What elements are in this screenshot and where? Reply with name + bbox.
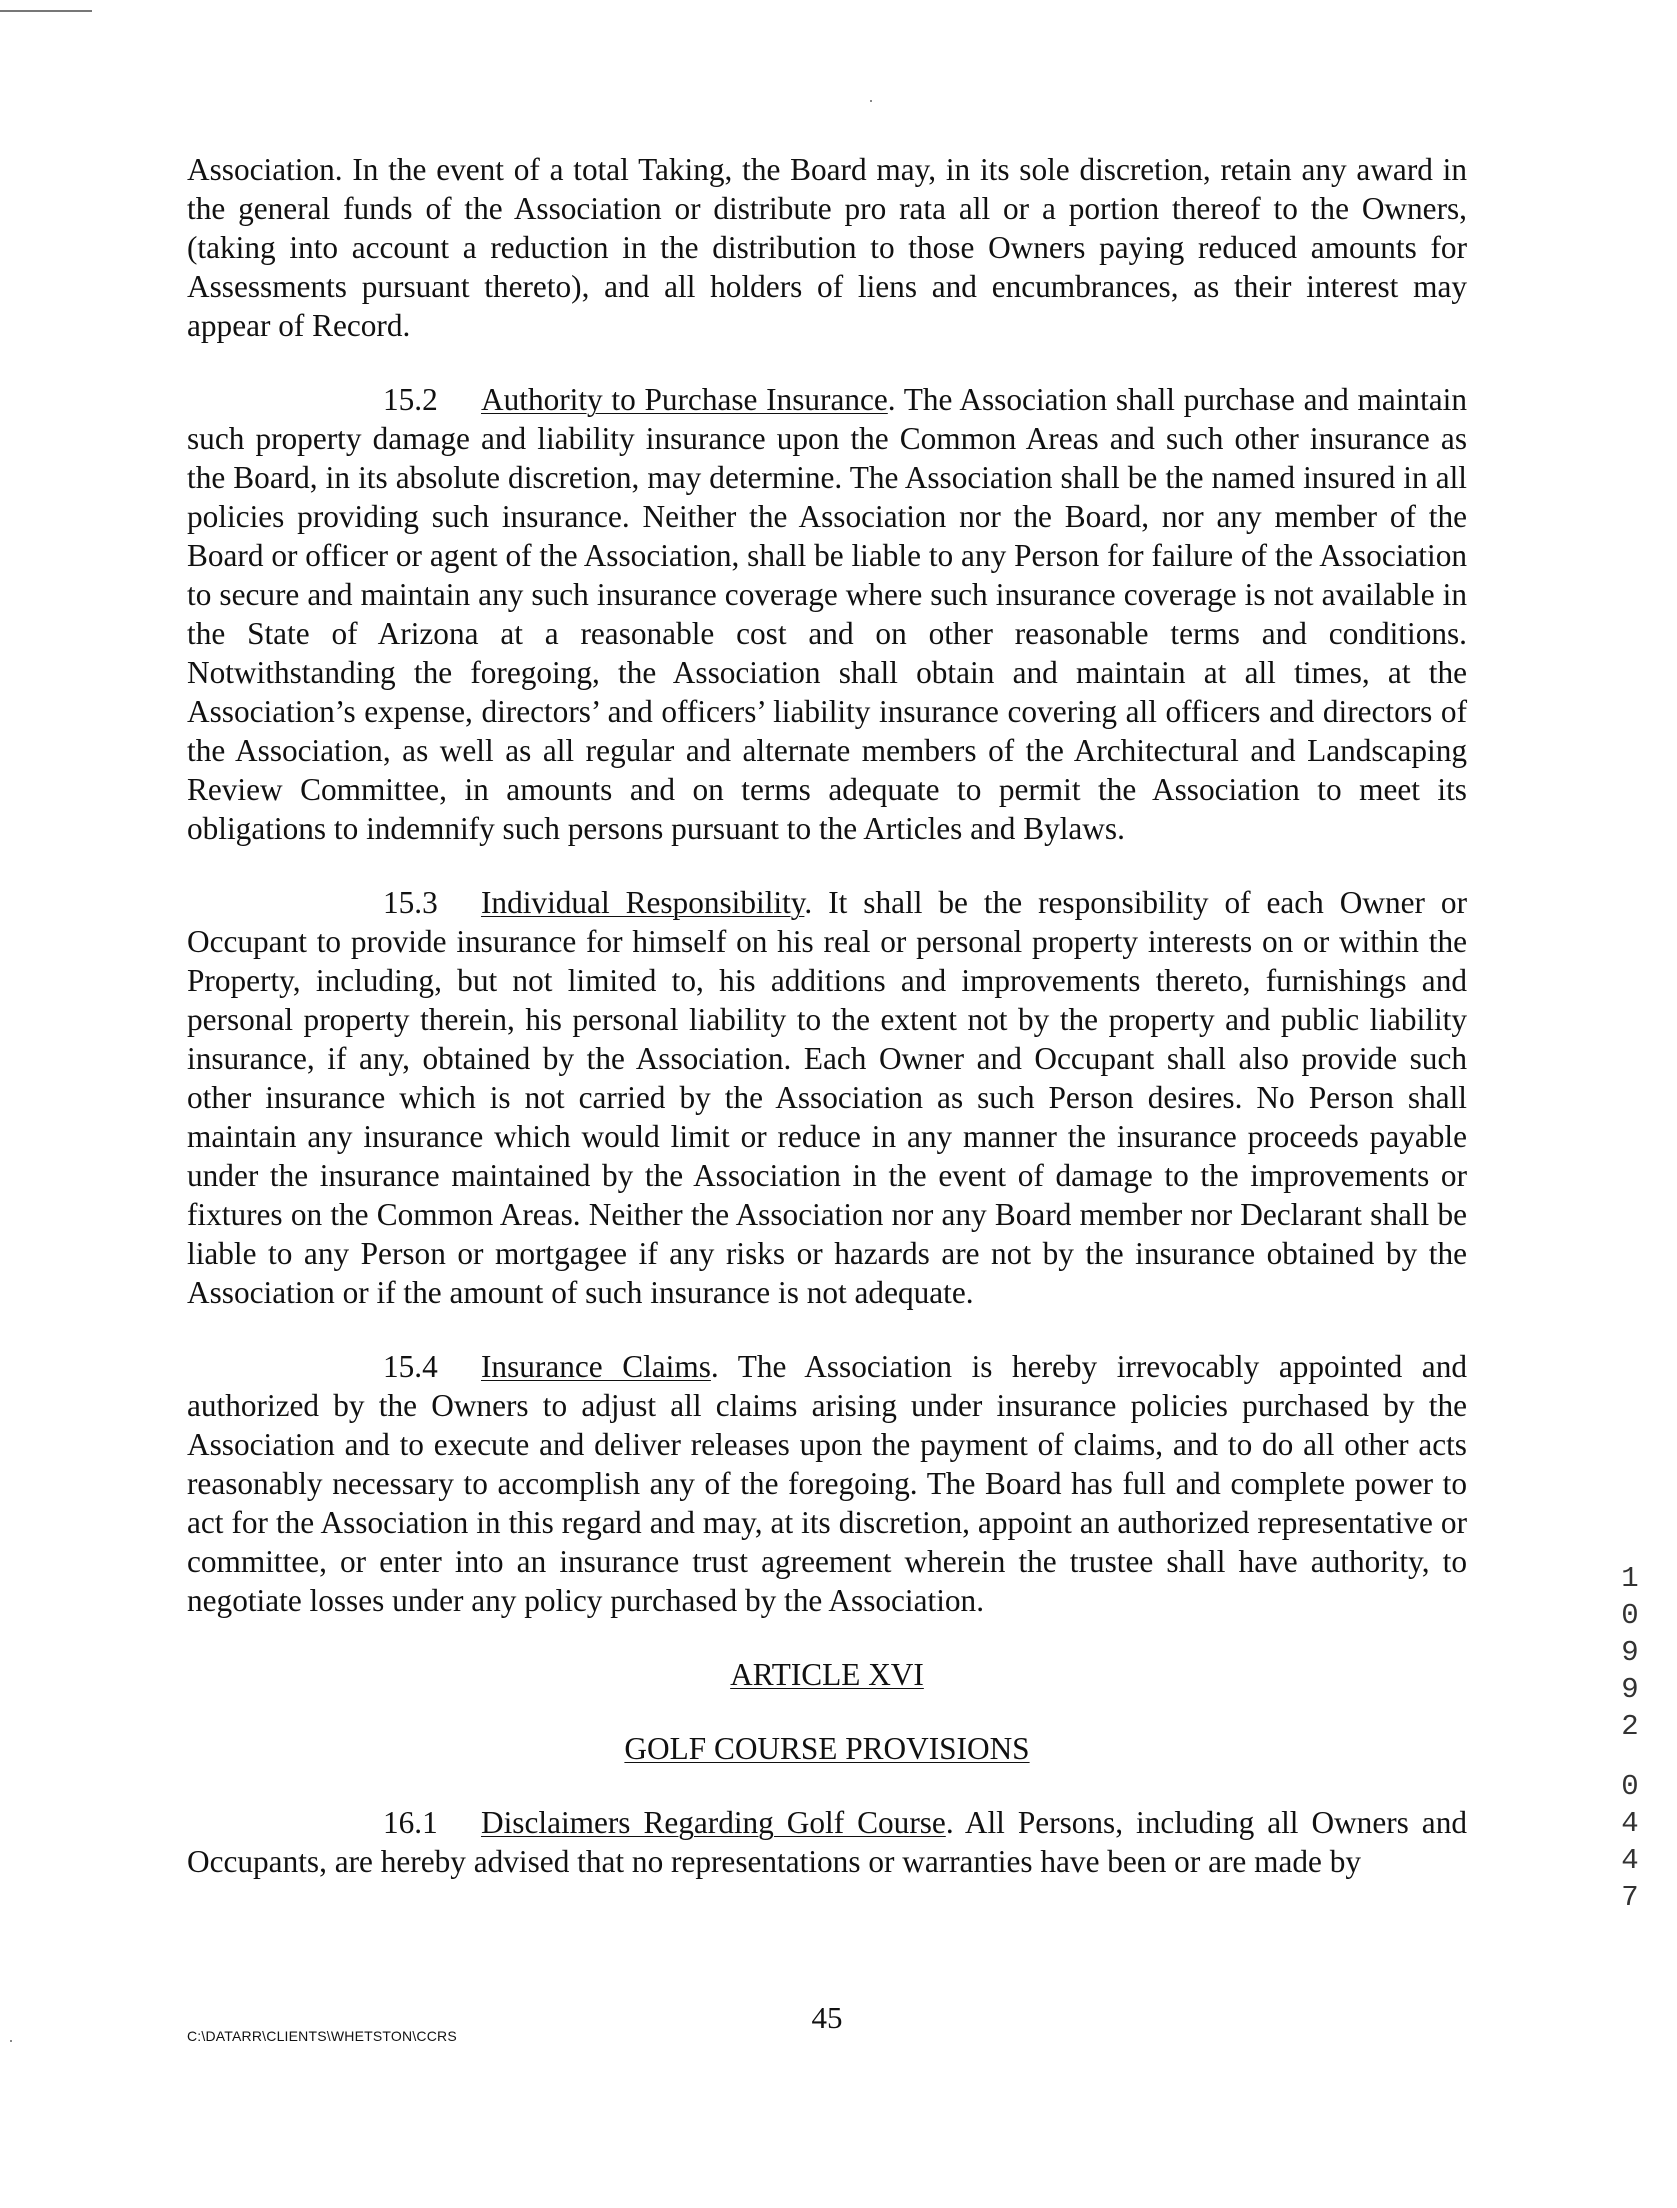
- page-number: 45: [811, 2000, 843, 2035]
- document-body: [187, 150, 1467, 1881]
- recording-digit: 0: [1621, 1770, 1639, 1803]
- section-body: . The Association shall purchase and maintain such property damage and liability insurance upon the Common Areas and such other insurance as the Board, in its absolute discretion, may determine. The Association shall be the named insured in all policies providing such insurance. Neither the Association nor the Board, nor any member of the Board or officer or agent of the Association, shall be liable to any Person for failure of the Association to secure and maintain any such insurance coverage where such insurance coverage is not available in the State of Arizona at a reasonable cost and on other reasonable terms and conditions. Notwithstanding the foregoing, the Association shall obtain and maintain at all times, at the Association’s expense, directors’ and officers’ liability insurance covering all officers and directors of the Association, as well as all regular and alternate members of the Architectural and Landscaping Review Committee, in amounts and on terms adequate to permit the Association to meet its obligations to indemnify such persons pursuant to the Articles and Bylaws.: [187, 382, 1467, 846]
- section-body: . All Persons, including all Owners and Occupants, are hereby advised that no representations or warranties have been or are made by: [187, 1805, 1467, 1879]
- section-title: Individual Responsibility: [481, 885, 805, 920]
- scan-speck: [10, 2040, 12, 2042]
- scan-corner-rule: [0, 10, 92, 12]
- section-title: Disclaimers Regarding Golf Course: [481, 1805, 946, 1840]
- section-number: 16.1: [383, 1805, 438, 1840]
- intro-paragraph: Association. In the event of a total Taking, the Board may, in its sole discretion, retain any award in the general funds of the Association or distribute pro rata all or a portion thereof to the Owners, (taking into account a reduction in the distribution to those Owners paying reduced amounts for Assessments pursuant thereto), and all holders of liens and encumbrances, as their interest may appear of Record.: [187, 152, 1467, 343]
- section-number: 15.2: [383, 382, 438, 417]
- scan-speck: [870, 100, 872, 102]
- section-body: . The Association is hereby irrevocably appointed and authorized by the Owners to adjust all claims arising under insurance policies purchased by the Association and to execute and deliver releases upon the payment of claims, and to do all other acts reasonably necessary to accomplish any of the foregoing. The Board has full and complete power to act for the Association in this regard and may, at its discretion, appoint an authorized representative or committee, or enter into an insurance trust agreement wherein the trustee shall have authority, to negotiate losses under any policy purchased by the Association.: [187, 1349, 1467, 1618]
- section-15-2: [187, 380, 1467, 848]
- recording-digit: 1: [1621, 1562, 1639, 1595]
- section-15-4: [187, 1347, 1467, 1620]
- recording-number-group-1: [1610, 1560, 1650, 1745]
- article-heading: ARTICLE XVI: [730, 1657, 924, 1692]
- section-number: 15.4: [383, 1349, 438, 1384]
- section-body: . It shall be the responsibility of each Owner or Occupant to provide insurance for himself on his real or personal property interests on or within the Property, including, but not limited to, his additions and improvements thereto, furnishings and personal property therein, his personal liability to the extent not by the property and public liability insurance, if any, obtained by the Association. Each Owner and Occupant shall also provide such other insurance which is not carried by the Association as such Person desires. No Person shall maintain any insurance which would limit or reduce in any manner the insurance proceeds payable under the insurance maintained by the Association in the event of damage to the improvements or fixtures on the Common Areas. Neither the Association nor any Board member nor Declarant shall be liable to any Person or mortgagee if any risks or hazards are not by the insurance obtained by the Association or if the amount of such insurance is not adequate.: [187, 885, 1467, 1310]
- section-title: Authority to Purchase Insurance: [481, 382, 888, 417]
- section-title: Insurance Claims: [481, 1349, 711, 1384]
- section-16-1: [187, 1803, 1467, 1881]
- section-number: 15.3: [383, 885, 438, 920]
- recording-digit: 0: [1621, 1599, 1639, 1632]
- recording-digit: 7: [1621, 1881, 1639, 1914]
- recording-number-group-2: [1610, 1768, 1650, 1916]
- recording-digit: 4: [1621, 1844, 1639, 1877]
- recording-digit: 9: [1621, 1636, 1639, 1669]
- recording-digit: 2: [1621, 1710, 1639, 1743]
- footer-file-path: C:\DATARR\CLIENTS\WHETSTON\CCRS: [187, 2028, 457, 2044]
- recording-digit: 9: [1621, 1673, 1639, 1706]
- section-15-3: [187, 883, 1467, 1312]
- recording-digit: 4: [1621, 1807, 1639, 1840]
- article-title: GOLF COURSE PROVISIONS: [624, 1731, 1030, 1766]
